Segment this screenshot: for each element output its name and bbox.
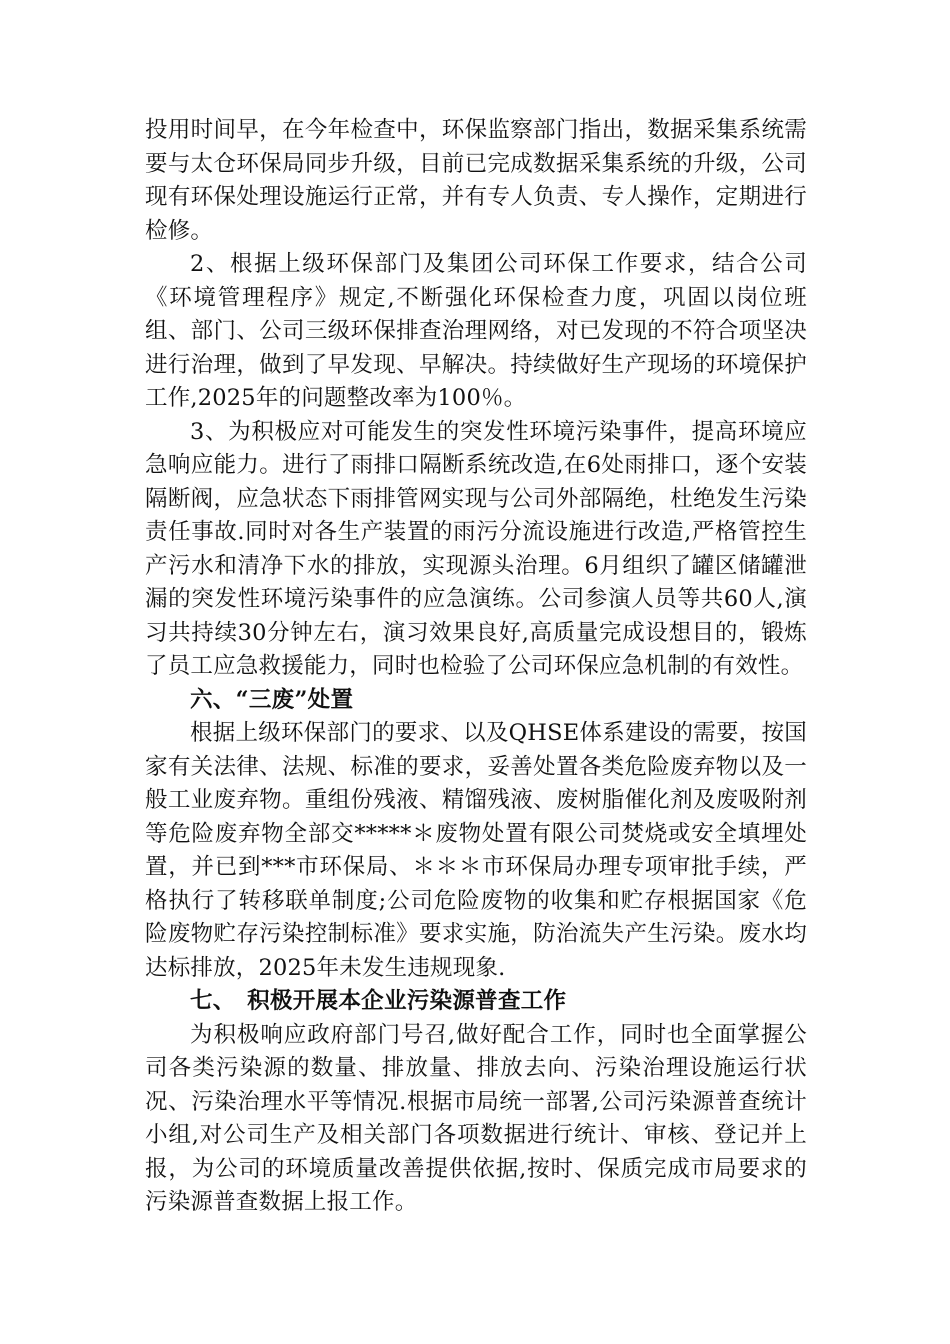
paragraph-section-6: 根据上级环保部门的要求、以及QHSE体系建设的需要，按国家有关法律、法规、标准的要求，妥善处置各类危险废弃物以及一般工业废弃物。重组份残液、精馏残液、废树脂催化剂及废吸附剂等危险废弃物全部交*****＊废物处置有限公司焚烧或安全填埋处置，并已到***市环保局、＊＊＊市环保局办理专项审批手续，严格执行了转移联单制度;公司危险废物的收集和贮存根据国家《危险废物贮存污染控制标准》要求实施，防治流失产生污染。废水均达标排放，2025年未发生违规现象. — [145, 720, 807, 981]
section-heading-7: 七、 积极开展本企业污染源普查工作 — [190, 988, 567, 1014]
paragraph-item-3: 3、为积极应对可能发生的突发性环境污染事件，提高环境应急响应能力。进行了雨排口隔断系统改造,在6处雨排口，逐个安装隔断阀，应急状态下雨排管网实现与公司外部隔绝，杜绝发生污染责任事故.同时对各生产装置的雨污分流设施进行改造,严格管控生产污水和清净下水的排放，实现源头治理。6月组织了罐区储罐泄漏的突发性环境污染事件的应急演练。公司参演人员等共60人,演习共持续30分钟左右，演习效果良好,高质量完成设想目的，锻炼了员工应急救援能力，同时也检验了公司环保应急机制的有效性。 — [145, 418, 807, 679]
paragraph-section-7: 为积极响应政府部门号召,做好配合工作，同时也全面掌握公司各类污染源的数量、排放量、排放去向、污染治理设施运行状况、污染治理水平等情况.根据市局统一部署,公司污染源普查统计小组,对公司生产及相关部门各项数据进行统计、审核、登记并上报，为公司的环境质量改善提供依据,按时、保质完成市局要求的污染源普查数据上报工作。 — [145, 1021, 807, 1215]
document-page — [145, 114, 807, 1220]
paragraph-continuation: 投用时间早，在今年检查中，环保监察部门指出，数据采集系统需要与太仓环保局同步升级，目前已完成数据采集系统的升级，公司现有环保处理设施运行正常，并有专人负责、专人操作，定期进行检修。 — [145, 117, 807, 244]
section-heading-6: 六、“三废”处置 — [190, 686, 354, 713]
paragraph-item-2: 2、根据上级环保部门及集团公司环保工作要求，结合公司《环境管理程序》规定,不断强化环保检查力度，巩固以岗位班组、部门、公司三级环保排查治理网络，对已发现的不符合项坚决进行治理，做到了早发现、早解决。持续做好生产现场的环境保护工作,2025年的问题整改率为100％。 — [145, 251, 807, 411]
